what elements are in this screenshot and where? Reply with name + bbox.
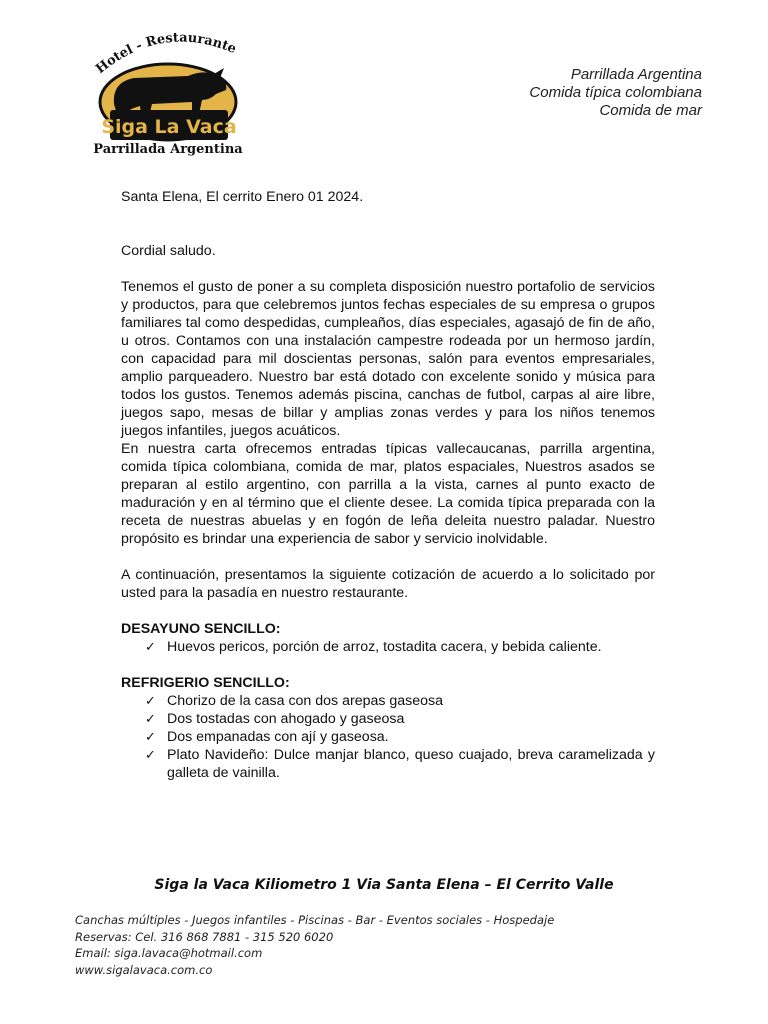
letter-greeting: Cordial saludo. bbox=[121, 243, 216, 259]
footer-email: Email: siga.lavaca@hotmail.com bbox=[75, 946, 263, 960]
section-title-refrigerio: REFRIGERIO SENCILLO: bbox=[121, 675, 290, 691]
desayuno-list bbox=[121, 638, 655, 656]
check-icon: ✓ bbox=[145, 747, 156, 762]
letter-date: Santa Elena, El cerrito Enero 01 2024. bbox=[121, 189, 364, 205]
specialty-comida-mar: Comida de mar bbox=[599, 102, 702, 119]
list-item: ✓ Plato Navideño: Dulce manjar blanco, queso cuajado, breva caramelizada y galleta de vainilla. bbox=[145, 747, 655, 781]
footer-contact bbox=[75, 912, 554, 978]
svg-text:Parrillada Argentina: Parrillada Argentina bbox=[93, 142, 243, 157]
list-item: ✓ Huevos pericos, porción de arroz, tostadita cacera, y bebida caliente. bbox=[145, 639, 602, 655]
footer-website: www.sigalavaca.com.co bbox=[75, 962, 213, 977]
specialty-parrillada: Parrillada Argentina bbox=[570, 66, 702, 83]
check-icon: ✓ bbox=[145, 711, 156, 726]
list-item: ✓ Dos tostadas con ahogado y gaseosa bbox=[145, 711, 405, 727]
header-specialties bbox=[529, 66, 702, 120]
paragraph-quote: A continuación, presentamos la siguiente cotización de acuerdo a lo solicitado por usted para la pasadía en nuestro restaurante. bbox=[121, 567, 655, 601]
paragraph-intro: Tenemos el gusto de poner a su completa disposición nuestro portafolio de servicios y productos, para que celebremos juntos fechas especiales de su empresa o grupos familiares tal como despedidas, cumpleaños, días especiales, agasajó de fin de año, u otros. Contamos con una instalación campestre rodeada por un hermoso jardín, con capacidad para mil doscientas personas, salón para eventos empresariales, amplio parqueadero. Nuestro bar está dotado con excelente sonido y música para todos los gustos. Tenemos además piscina, canchas de futbol, carpas al aire libre, juegos sapo, mesas de billar y amplias zonas verdes y para los niños tenemos juegos infantiles, juegos acuáticos. bbox=[121, 279, 655, 439]
footer-reservations: Reservas: Cel. 316 868 7881 - 315 520 6020 bbox=[75, 929, 334, 944]
svg-text:Siga La Vaca: Siga La Vaca bbox=[101, 116, 237, 138]
specialty-comida-tipica: Comida típica colombiana bbox=[529, 84, 702, 101]
check-icon: ✓ bbox=[145, 729, 156, 744]
siga-la-vaca-logo bbox=[92, 26, 252, 162]
list-item: ✓ Chorizo de la casa con dos arepas gaseosa bbox=[145, 693, 444, 709]
section-title-desayuno: DESAYUNO SENCILLO: bbox=[121, 621, 281, 637]
svg-text:Hotel - Restaurante - Bar: Hotel - Restaurante bbox=[93, 30, 239, 77]
footer-services: Canchas múltiples - Juegos infantiles - Piscinas - Bar - Eventos sociales - Hospedaje bbox=[75, 913, 555, 927]
refrigerio-list bbox=[121, 692, 655, 782]
check-icon: ✓ bbox=[145, 693, 156, 708]
letter-body bbox=[121, 188, 655, 782]
footer-address: Siga la Vaca Kiliometro 1 Via Santa Elena – El Cerrito Valle bbox=[154, 877, 614, 893]
check-icon: ✓ bbox=[145, 639, 156, 654]
paragraph-menu: En nuestra carta ofrecemos entradas típicas vallecaucanas, parrilla argentina, comida típica colombiana, comida de mar, platos espaciales, Nuestros asados se preparan al estilo argentino, con parrilla a la vista, carnes al punto exacto de maduración y en al término que el cliente desee. La comida típica preparada con la receta de nuestras abuelas y en fogón de leña deleita nuestro paladar. Nuestro propósito es brindar una experiencia de sabor y servicio inolvidable. bbox=[121, 441, 655, 547]
list-item: ✓ Dos empanadas con ají y gaseosa. bbox=[145, 729, 389, 745]
